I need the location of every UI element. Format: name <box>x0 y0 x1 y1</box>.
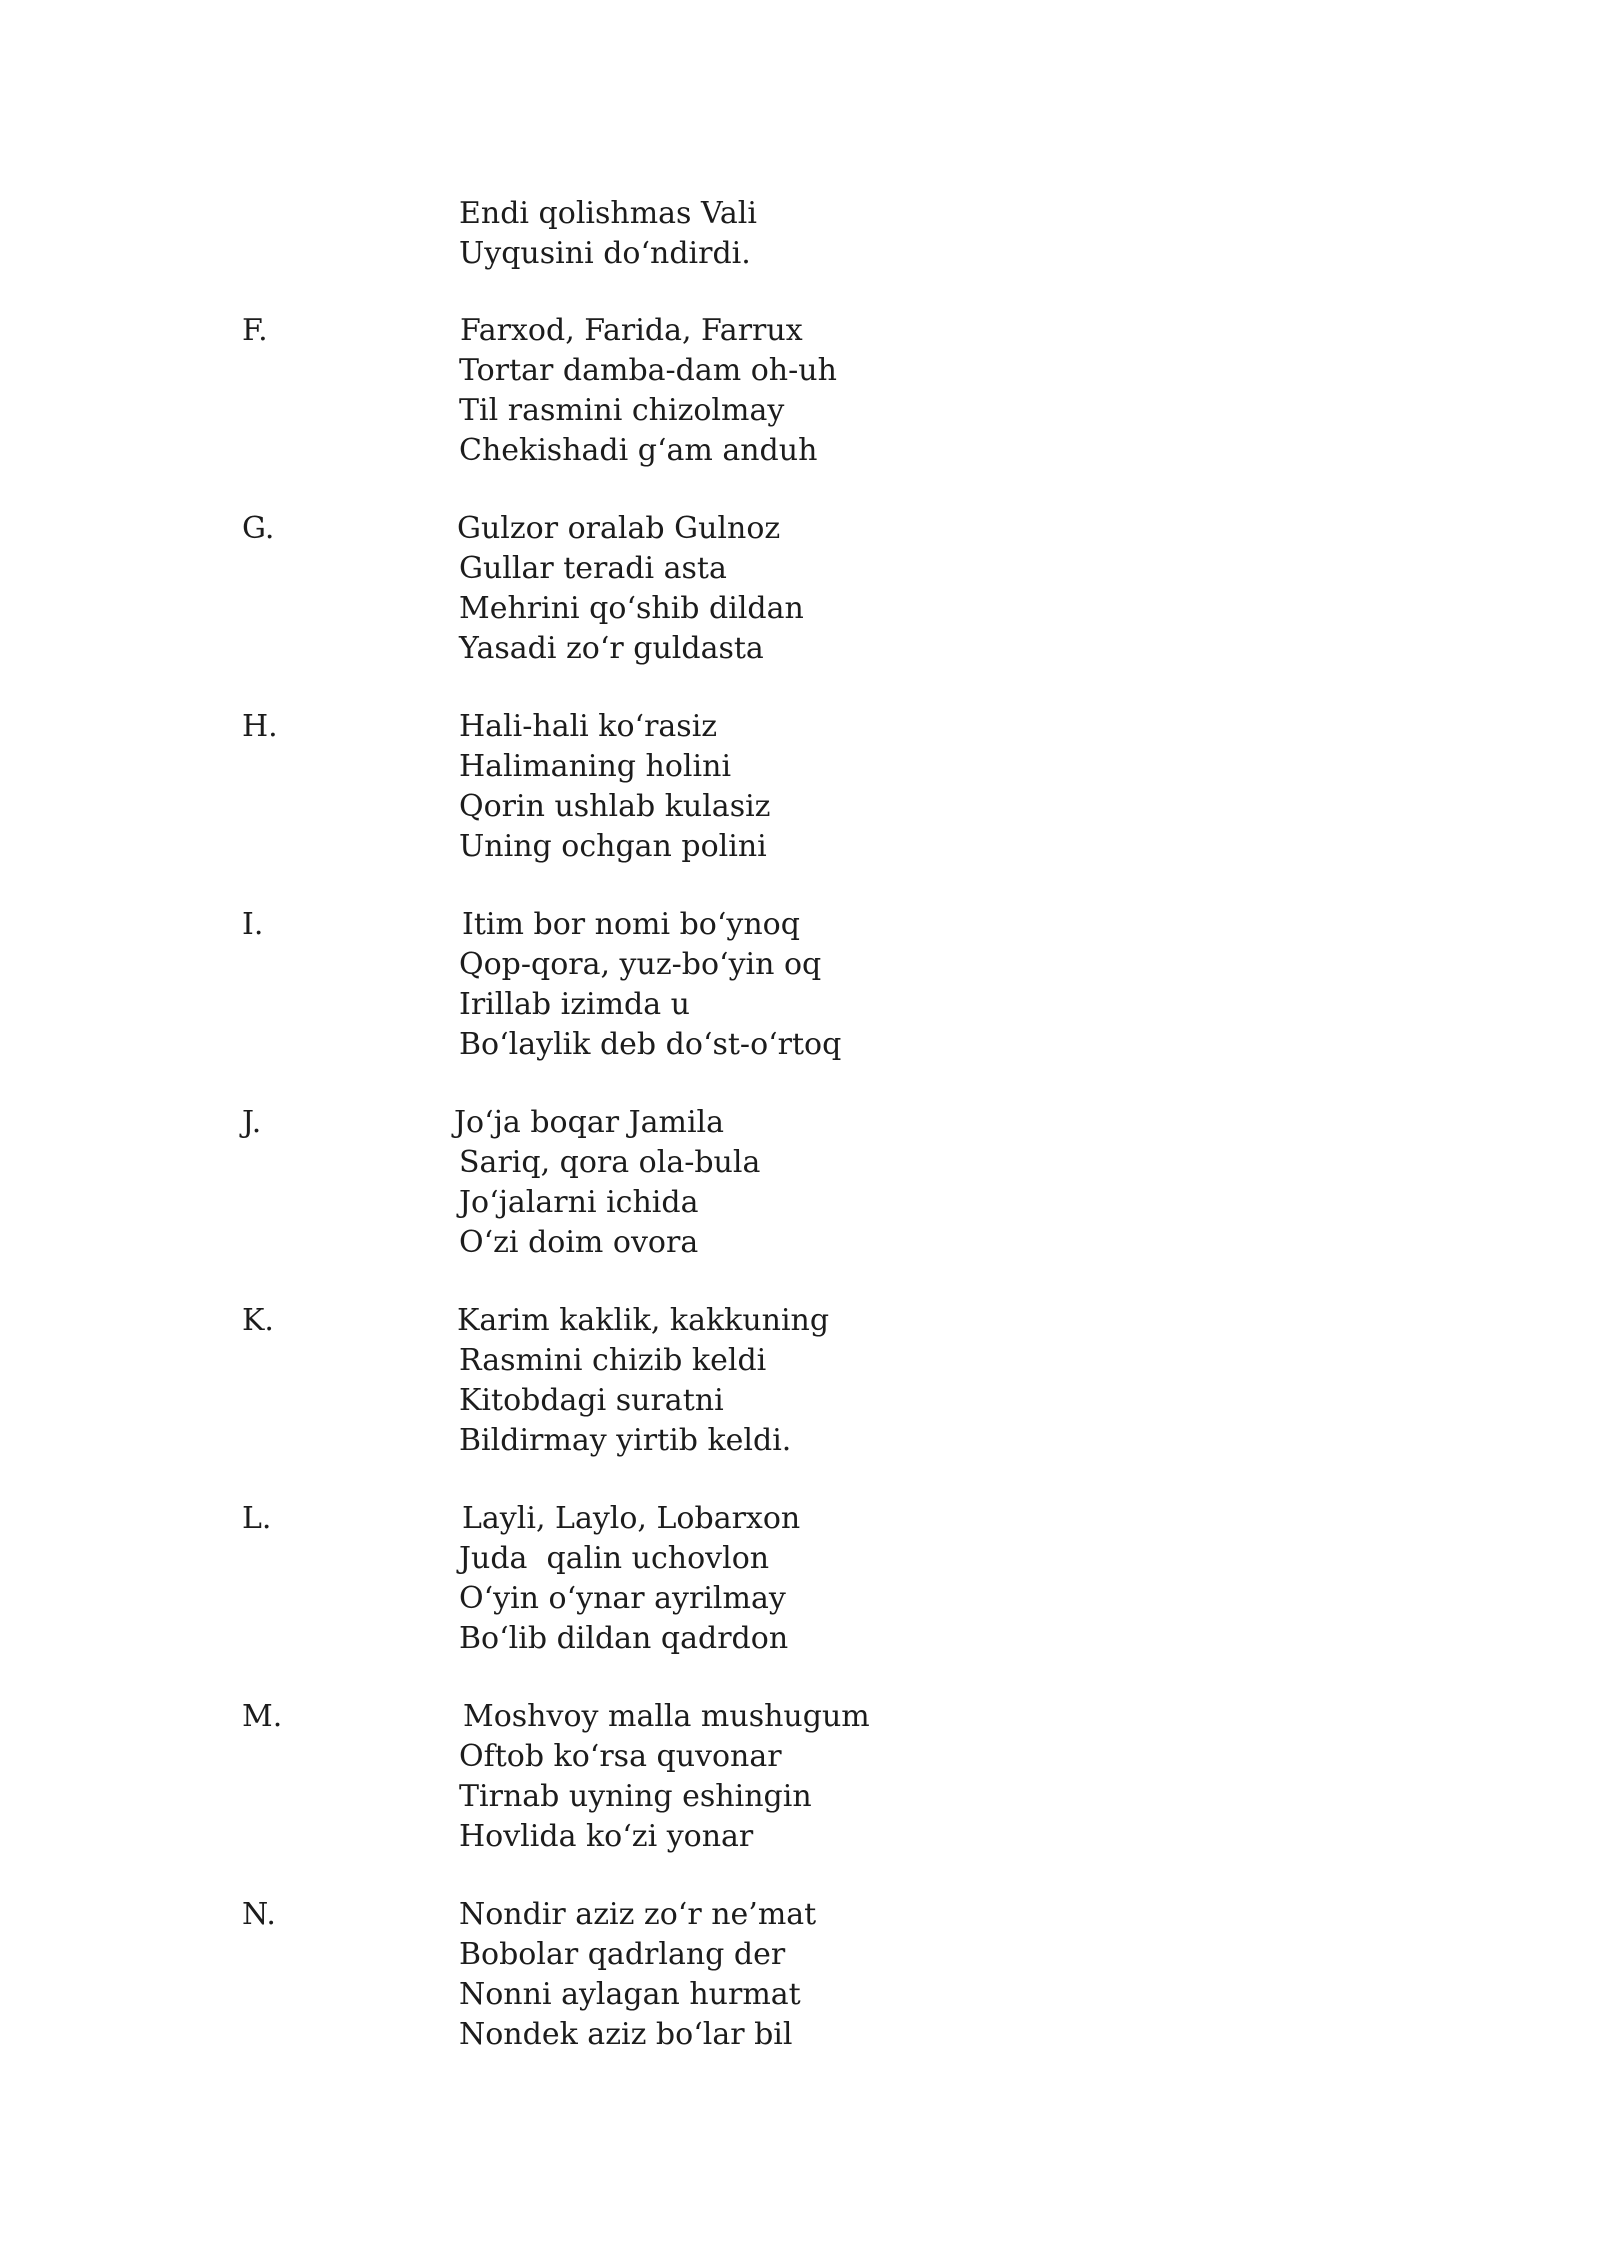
stanza-line: Nonni aylagan hurmat <box>459 1977 801 2012</box>
stanza-line: Layli, Laylo, Lobarxon <box>462 1501 801 1536</box>
stanza-line: Til rasmini chizolmay <box>459 393 785 428</box>
stanza-letter: L. <box>242 1501 272 1536</box>
stanza-line: Uning ochgan polini <box>459 829 767 864</box>
stanza-line: Gulzor oralab Gulnoz <box>457 511 781 546</box>
stanza-line: Rasmini chizib keldi <box>459 1343 767 1378</box>
stanza-line: Bobolar qadrlang der <box>459 1937 786 1972</box>
stanza-letter: F. <box>242 313 268 348</box>
stanza-line: Bildirmay yirtib keldi. <box>459 1423 792 1458</box>
stanza-line: Sariq, qora ola-bula <box>459 1145 761 1180</box>
stanza-line: Tirnab uyning eshingin <box>459 1779 812 1814</box>
stanza-line: Oftob ko‘rsa quvonar <box>459 1739 782 1774</box>
stanza-line: O‘yin o‘ynar ayrilmay <box>459 1581 786 1616</box>
stanza-line: Qop-qora, yuz-bo‘yin oq <box>459 947 822 982</box>
stanza-line: Moshvoy malla mushugum <box>463 1699 870 1734</box>
stanza-line: O‘zi doim ovora <box>459 1225 699 1260</box>
stanza-line: Itim bor nomi bo‘ynoq <box>462 907 800 942</box>
stanza-line: Mehrini qo‘shib dildan <box>459 591 804 626</box>
stanza-line: Hali-hali ko‘rasiz <box>459 709 718 744</box>
stanza-letter: G. <box>242 511 275 546</box>
stanza-line: Tortar damba-dam oh-uh <box>459 353 837 388</box>
stanza-line: Halimaning holini <box>459 749 732 784</box>
stanza-line: Nondek aziz bo‘lar bil <box>459 2017 793 2052</box>
intro-line-2: Uyqusini do‘ndirdi. <box>459 236 751 271</box>
stanza-line: Bo‘lib dildan qadrdon <box>459 1621 789 1656</box>
stanza-line: Qorin ushlab kulasiz <box>459 789 771 824</box>
stanza-letter: H. <box>242 709 278 744</box>
stanza-line: Jo‘jalarni ichida <box>459 1185 699 1220</box>
stanza-line: Juda qalin uchovlon <box>459 1541 770 1576</box>
stanza-line: Nondir aziz zo‘r ne’mat <box>459 1897 817 1932</box>
stanza-line: Bo‘laylik deb do‘st-o‘rtoq <box>459 1027 842 1062</box>
stanza-letter: J. <box>242 1105 262 1140</box>
stanza-line: Hovlida ko‘zi yonar <box>459 1819 754 1854</box>
intro-line-1: Endi qolishmas Vali <box>459 196 757 231</box>
stanza-line: Karim kaklik, kakkuning <box>457 1303 830 1338</box>
stanza-line: Yasadi zo‘r guldasta <box>459 631 764 666</box>
stanza-line: Farxod, Farida, Farrux <box>460 313 803 348</box>
stanza-line: Kitobdagi suratni <box>459 1383 724 1418</box>
stanza-line: Chekishadi g‘am anduh <box>459 433 818 468</box>
stanza-letter: K. <box>242 1303 274 1338</box>
stanza-letter: I. <box>242 907 264 942</box>
stanza-letter: M. <box>242 1699 283 1734</box>
stanza-line: Jo‘ja boqar Jamila <box>454 1105 725 1140</box>
stanza-letter: N. <box>242 1897 276 1932</box>
stanza-line: Gullar teradi asta <box>459 551 727 586</box>
stanza-line: Irillab izimda u <box>459 987 690 1022</box>
